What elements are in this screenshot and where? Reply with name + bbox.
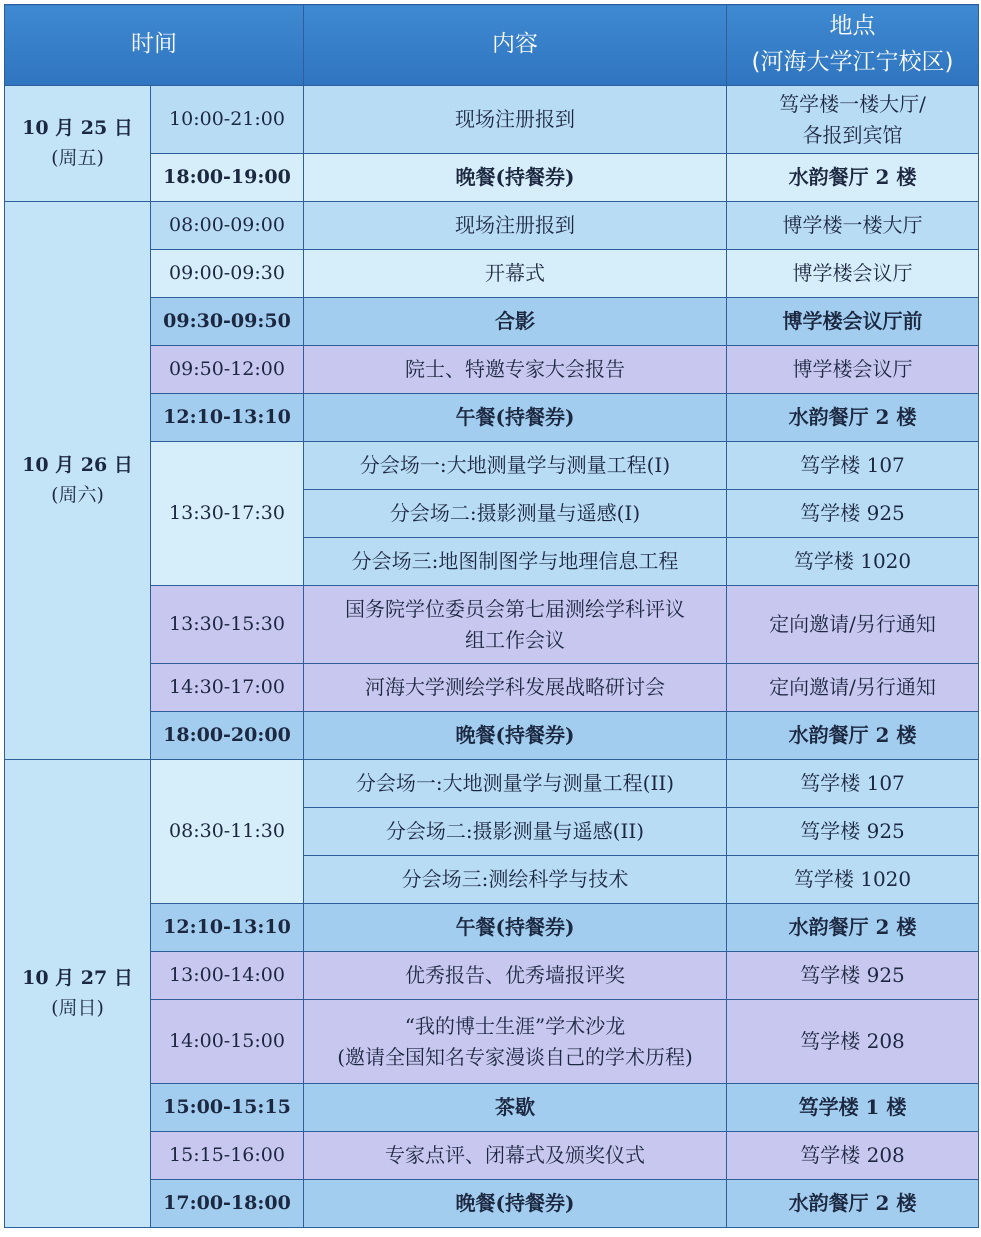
table-row xyxy=(5,154,979,202)
content-cell: 优秀报告、优秀墙报评奖 xyxy=(304,952,727,1000)
time-cell: 13:00-14:00 xyxy=(151,952,304,1000)
location-cell: 笃学楼 1020 xyxy=(727,856,979,904)
time-cell: 18:00-20:00 xyxy=(151,712,304,760)
content-cell: 河海大学测绘学科发展战略研讨会 xyxy=(304,664,727,712)
time-cell: 14:30-17:00 xyxy=(151,664,304,712)
day-cell xyxy=(5,86,151,202)
content-cell: 午餐(持餐券) xyxy=(304,904,727,952)
day-weekday: (周六) xyxy=(51,483,104,506)
schedule-wrapper xyxy=(4,4,979,1228)
content-cell: 开幕式 xyxy=(304,250,727,298)
content-cell: 晚餐(持餐券) xyxy=(304,154,727,202)
location-cell: 博学楼会议厅前 xyxy=(727,298,979,346)
content-cell: 分会场一:大地测量学与测量工程(II) xyxy=(304,760,727,808)
location-cell: 水韵餐厅 2 楼 xyxy=(727,712,979,760)
day-date: 10 月 25 日 xyxy=(22,117,133,140)
time-cell: 10:00-21:00 xyxy=(151,86,304,154)
table-row xyxy=(5,394,979,442)
content-cell: 茶歇 xyxy=(304,1084,727,1132)
time-cell: 13:30-17:30 xyxy=(151,442,304,586)
header-location xyxy=(727,5,979,86)
header-location-title: 地点 xyxy=(829,13,876,40)
table-row xyxy=(5,298,979,346)
time-cell: 14:00-15:00 xyxy=(151,1000,304,1084)
time-cell: 15:00-15:15 xyxy=(151,1084,304,1132)
content-line: “我的博士生涯”学术沙龙 xyxy=(404,1013,626,1038)
time-cell: 09:30-09:50 xyxy=(151,298,304,346)
location-cell: 水韵餐厅 2 楼 xyxy=(727,394,979,442)
table-row xyxy=(5,250,979,298)
location-cell: 笃学楼 208 xyxy=(727,1132,979,1180)
table-row xyxy=(5,1132,979,1180)
content-cell: 分会场二:摄影测量与遥感(II) xyxy=(304,808,727,856)
header-time: 时间 xyxy=(5,5,304,86)
content-cell: 院士、特邀专家大会报告 xyxy=(304,346,727,394)
table-row xyxy=(5,1000,979,1084)
table-row xyxy=(5,202,979,250)
content-cell: 晚餐(持餐券) xyxy=(304,1180,727,1228)
day-date: 10 月 27 日 xyxy=(22,967,133,990)
content-cell: 分会场二:摄影测量与遥感(I) xyxy=(304,490,727,538)
content-cell: 现场注册报到 xyxy=(304,86,727,154)
table-row xyxy=(5,586,979,664)
time-cell: 09:50-12:00 xyxy=(151,346,304,394)
table-row xyxy=(5,904,979,952)
location-line: 各报到宾馆 xyxy=(802,122,903,147)
header-location-campus: (河海大学江宁校区) xyxy=(751,49,954,75)
table-row xyxy=(5,760,979,808)
table-row xyxy=(5,346,979,394)
location-cell: 笃学楼 107 xyxy=(727,760,979,808)
content-line: (邀请全国知名专家漫谈自己的学术历程) xyxy=(337,1044,693,1069)
location-cell: 笃学楼 925 xyxy=(727,808,979,856)
time-cell: 18:00-19:00 xyxy=(151,154,304,202)
header-content: 内容 xyxy=(304,5,727,86)
time-cell: 12:10-13:10 xyxy=(151,904,304,952)
day-cell xyxy=(5,760,151,1228)
content-cell xyxy=(304,1000,727,1084)
location-cell: 笃学楼 107 xyxy=(727,442,979,490)
table-row xyxy=(5,1180,979,1228)
time-cell: 15:15-16:00 xyxy=(151,1132,304,1180)
header-row xyxy=(5,5,979,86)
table-row xyxy=(5,952,979,1000)
location-cell: 博学楼会议厅 xyxy=(727,250,979,298)
location-cell: 笃学楼 1020 xyxy=(727,538,979,586)
day-weekday: (周五) xyxy=(51,146,104,169)
location-line: 笃学楼一楼大厅/ xyxy=(779,91,926,116)
location-cell: 定向邀请/另行通知 xyxy=(727,664,979,712)
content-cell xyxy=(304,586,727,664)
location-cell: 笃学楼 1 楼 xyxy=(727,1084,979,1132)
time-cell: 17:00-18:00 xyxy=(151,1180,304,1228)
content-cell: 晚餐(持餐券) xyxy=(304,712,727,760)
table-row xyxy=(5,86,979,154)
location-cell: 水韵餐厅 2 楼 xyxy=(727,904,979,952)
content-line: 国务院学位委员会第七届测绘学科评议 xyxy=(345,596,685,621)
content-cell: 现场注册报到 xyxy=(304,202,727,250)
time-cell: 09:00-09:30 xyxy=(151,250,304,298)
location-cell: 笃学楼 925 xyxy=(727,490,979,538)
content-cell: 分会场三:测绘科学与技术 xyxy=(304,856,727,904)
schedule-table xyxy=(4,4,979,1228)
location-cell: 水韵餐厅 2 楼 xyxy=(727,1180,979,1228)
location-cell: 博学楼一楼大厅 xyxy=(727,202,979,250)
content-cell: 分会场三:地图制图学与地理信息工程 xyxy=(304,538,727,586)
table-row xyxy=(5,442,979,490)
content-cell: 分会场一:大地测量学与测量工程(I) xyxy=(304,442,727,490)
day-weekday: (周日) xyxy=(51,996,104,1019)
table-row xyxy=(5,712,979,760)
location-cell: 笃学楼 208 xyxy=(727,1000,979,1084)
location-cell xyxy=(727,86,979,154)
location-cell: 水韵餐厅 2 楼 xyxy=(727,154,979,202)
table-row xyxy=(5,1084,979,1132)
content-line: 组工作会议 xyxy=(465,627,565,652)
time-cell: 12:10-13:10 xyxy=(151,394,304,442)
content-cell: 合影 xyxy=(304,298,727,346)
time-cell: 13:30-15:30 xyxy=(151,586,304,664)
content-cell: 午餐(持餐券) xyxy=(304,394,727,442)
time-cell: 08:00-09:00 xyxy=(151,202,304,250)
location-cell: 定向邀请/另行通知 xyxy=(727,586,979,664)
time-cell: 08:30-11:30 xyxy=(151,760,304,904)
day-cell xyxy=(5,202,151,760)
location-cell: 博学楼会议厅 xyxy=(727,346,979,394)
location-cell: 笃学楼 925 xyxy=(727,952,979,1000)
day-date: 10 月 26 日 xyxy=(22,454,133,477)
content-cell: 专家点评、闭幕式及颁奖仪式 xyxy=(304,1132,727,1180)
table-row xyxy=(5,664,979,712)
